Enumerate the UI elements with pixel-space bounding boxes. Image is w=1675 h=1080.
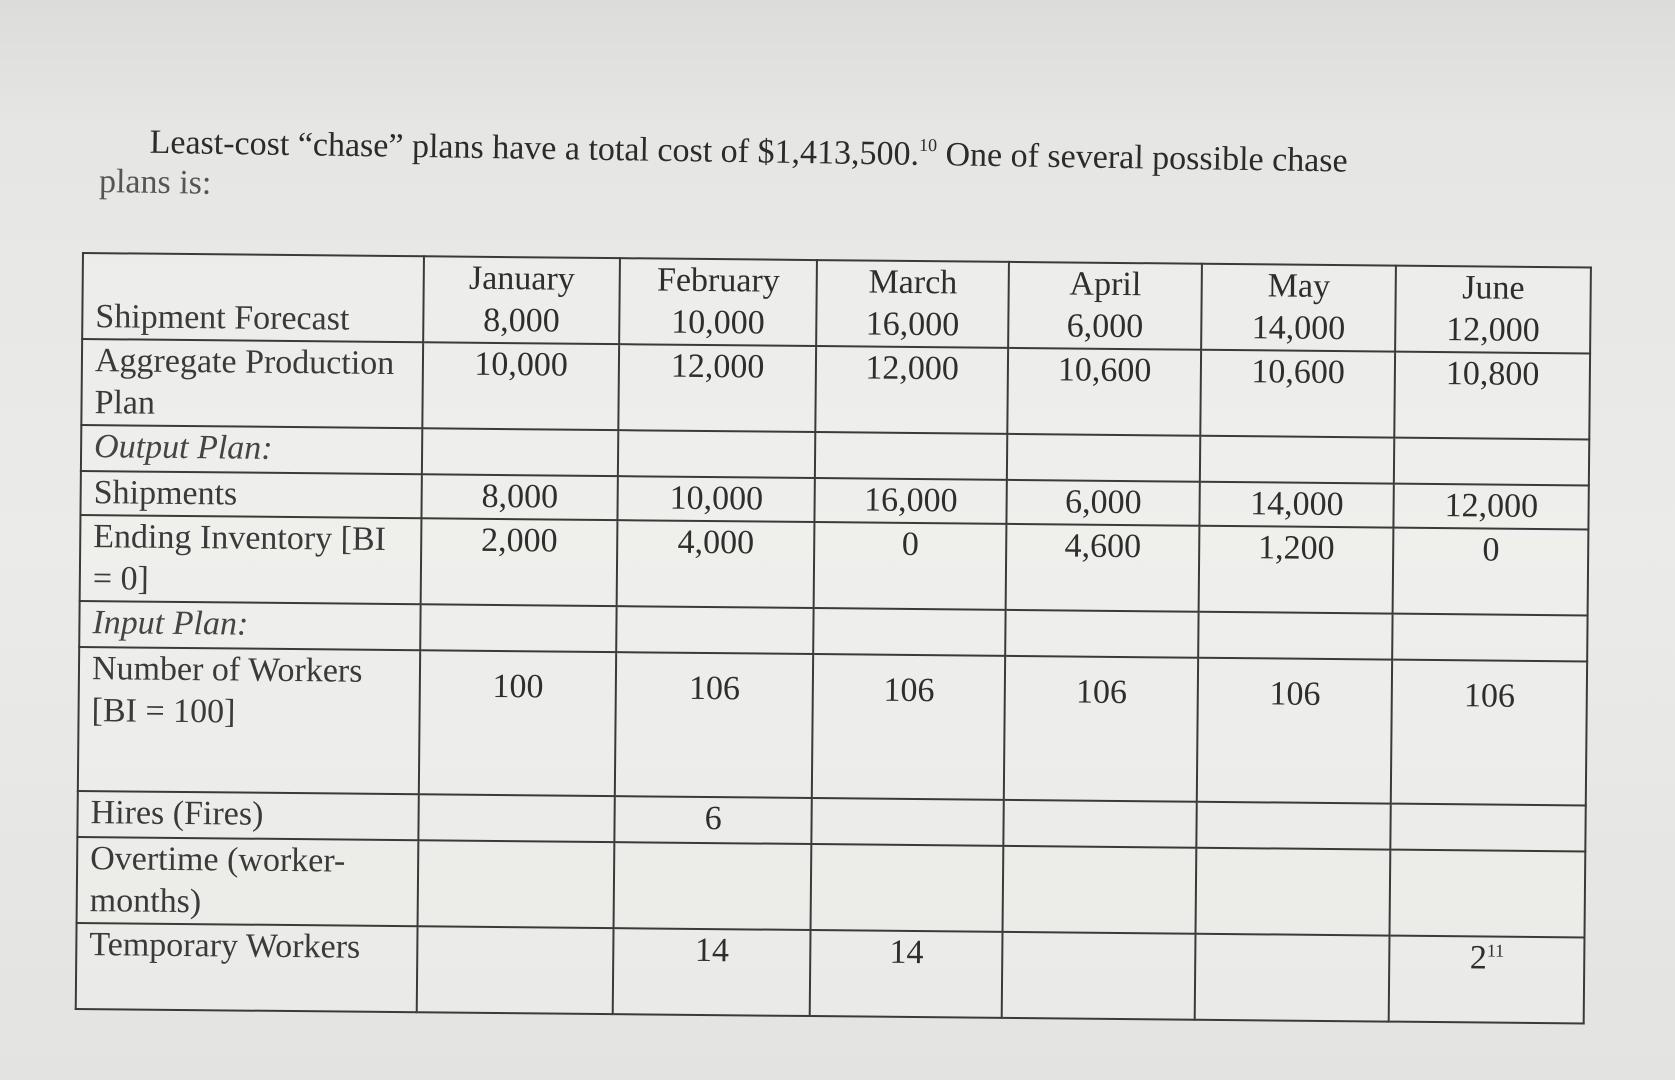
forecast-january: 8,000 [483, 301, 560, 340]
label-temporary: Temporary Workers [76, 923, 418, 1012]
intro-line-2: plans is: [98, 162, 212, 202]
forecast-february: 10,000 [671, 303, 765, 342]
cell-feb-forecast [620, 258, 817, 346]
overtime-march [810, 844, 1003, 932]
label-overtime: Overtime (worker-months) [77, 837, 419, 926]
hires-june [1391, 804, 1586, 852]
table-row-overtime [77, 837, 1586, 937]
cell-jan-forecast [423, 256, 620, 344]
label-shipments: Shipments [80, 471, 421, 518]
ship-march: 16,000 [814, 478, 1007, 524]
empty-cell [1393, 614, 1588, 662]
workers-january: 100 [419, 650, 617, 796]
inv-january: 2,000 [421, 518, 618, 606]
forecast-may: 14,000 [1251, 309, 1346, 348]
hires-may [1196, 802, 1391, 850]
label-hires: Hires (Fires) [77, 791, 418, 840]
forecast-june: 12,000 [1446, 311, 1540, 349]
empty-cell [1394, 438, 1589, 486]
month-february: February [656, 261, 780, 300]
overtime-february [614, 842, 811, 930]
month-april: April [1069, 265, 1142, 304]
hires-march [811, 798, 1004, 846]
inv-february: 4,000 [617, 520, 814, 608]
agg-may: 10,600 [1200, 350, 1395, 438]
table-row-aggregate [81, 339, 1590, 439]
chase-plan-table [75, 252, 1592, 1024]
agg-june: 10,800 [1395, 352, 1590, 440]
agg-february: 12,000 [619, 344, 816, 432]
empty-cell [1198, 612, 1393, 660]
table-row-workers [78, 647, 1587, 805]
label-input-plan: Input Plan: [79, 601, 420, 650]
empty-cell [1200, 436, 1395, 484]
month-june: June [1462, 269, 1525, 307]
chase-plan-table-wrap [75, 252, 1592, 1024]
empty-cell [1007, 434, 1200, 482]
intro-paragraph [99, 118, 1540, 229]
footnote-10: 10 [918, 134, 938, 156]
workers-march: 106 [812, 654, 1006, 800]
cell-jun-forecast [1396, 266, 1591, 354]
label-workers: Number of Workers [BI = 100] [78, 647, 420, 794]
ship-february: 10,000 [618, 476, 815, 522]
hires-february: 6 [615, 796, 812, 844]
agg-april: 10,600 [1008, 348, 1201, 436]
table-row-ending-inventory [80, 515, 1589, 615]
temp-january [417, 926, 614, 1014]
cell-mar-forecast [816, 260, 1009, 348]
workers-june: 106 [1391, 660, 1587, 806]
empty-cell [422, 428, 619, 476]
temp-april [1002, 932, 1195, 1020]
inv-june: 0 [1393, 528, 1588, 616]
ship-may: 14,000 [1199, 482, 1394, 528]
month-january: January [468, 259, 575, 298]
temp-june: 2 [1469, 939, 1488, 977]
footnote-11: 11 [1486, 940, 1505, 961]
label-shipment-forecast: Shipment Forecast [82, 253, 424, 342]
empty-cell [420, 604, 617, 652]
ship-january: 8,000 [421, 474, 618, 520]
cell-may-forecast [1201, 264, 1396, 352]
overtime-june [1390, 850, 1585, 938]
temp-february: 14 [613, 928, 810, 1016]
table-row-temporary [76, 923, 1585, 1023]
hires-january [418, 794, 615, 842]
label-output-plan: Output Plan: [81, 425, 422, 474]
workers-may: 106 [1197, 658, 1393, 804]
overtime-january [417, 840, 614, 928]
temp-june-cell [1389, 936, 1584, 1024]
temp-may [1195, 934, 1390, 1022]
temp-march: 14 [810, 930, 1003, 1018]
ship-june: 12,000 [1394, 484, 1589, 530]
empty-cell [815, 432, 1008, 480]
table-row-header [82, 253, 1591, 353]
month-march: March [868, 263, 958, 302]
empty-cell [813, 608, 1006, 656]
inv-march: 0 [814, 522, 1007, 610]
forecast-april: 6,000 [1066, 307, 1144, 346]
empty-cell [1006, 610, 1199, 658]
intro-text-2: One of several possible chase [936, 136, 1348, 180]
cell-apr-forecast [1009, 262, 1202, 350]
label-aggregate-production: Aggregate Production Plan [81, 339, 423, 428]
workers-february: 106 [615, 652, 813, 798]
workers-april: 106 [1004, 656, 1198, 802]
forecast-march: 16,000 [865, 305, 960, 344]
agg-january: 10,000 [422, 342, 619, 430]
month-may: May [1267, 267, 1331, 305]
empty-cell [618, 430, 815, 478]
ship-april: 6,000 [1007, 480, 1200, 526]
overtime-april [1003, 846, 1196, 934]
label-ending-inventory: Ending Inventory [BI = 0] [80, 515, 422, 604]
overtime-may [1195, 848, 1390, 936]
inv-april: 4,600 [1006, 524, 1199, 612]
empty-cell [617, 606, 814, 654]
agg-march: 12,000 [815, 346, 1008, 434]
hires-april [1004, 800, 1197, 848]
intro-text-1: Least-cost “chase” plans have a total cost of $1,413,500. [149, 123, 920, 173]
inv-may: 1,200 [1199, 526, 1394, 614]
